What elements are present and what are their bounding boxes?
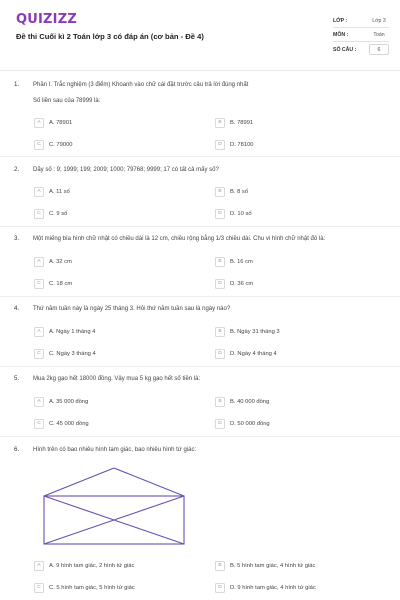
question-subtext: Số liền sau của 78999 là: — [33, 98, 101, 104]
option-text: C. 9 số — [49, 210, 68, 217]
option-text: A. 78901 — [49, 119, 73, 126]
option-letter: D — [215, 209, 225, 219]
option-text: C. Ngày 3 tháng 4 — [49, 350, 96, 357]
question-divider — [0, 296, 400, 297]
option-text: A. 35 000 đồng — [49, 398, 89, 405]
option-text: A. Ngày 1 tháng 4 — [49, 328, 96, 335]
meta-divider — [333, 41, 389, 42]
option-b[interactable] — [215, 117, 253, 128]
option-a[interactable] — [34, 560, 134, 571]
option-letter: D — [215, 349, 225, 359]
option-a[interactable] — [34, 396, 88, 407]
question-number: 5. — [14, 375, 20, 382]
option-d[interactable] — [215, 139, 254, 150]
option-c[interactable] — [34, 208, 67, 219]
option-letter: D — [215, 140, 225, 150]
meta-divider — [333, 27, 389, 28]
header — [0, 0, 400, 66]
option-letter: B — [215, 561, 225, 571]
option-text: D. Ngày 4 tháng 4 — [230, 350, 277, 357]
option-b[interactable] — [215, 560, 315, 571]
figure-roof-left — [44, 468, 114, 496]
option-d[interactable] — [215, 418, 270, 429]
option-text: D. 50 000 đồng — [230, 420, 270, 427]
option-text: D. 36 cm — [230, 280, 254, 287]
option-c[interactable] — [34, 582, 135, 593]
option-c[interactable] — [34, 348, 96, 359]
quizizz-logo: QUIZIZZ — [16, 12, 77, 27]
option-letter: D — [215, 583, 225, 593]
question-divider — [0, 436, 400, 437]
question-number: 3. — [14, 235, 20, 242]
option-d[interactable] — [215, 348, 277, 359]
question-text: Hình trên có bao nhiêu hình tam giác, bao nhiêu hình tứ giác: — [33, 447, 197, 453]
option-text: D. 10 số — [230, 210, 252, 217]
option-text: D. 78100 — [230, 141, 254, 148]
option-text: B. 40 000 đồng — [230, 398, 270, 405]
question-divider — [0, 226, 400, 227]
header-divider — [0, 70, 400, 71]
option-text: B. 78991 — [230, 119, 254, 126]
question-text: Dãy số : 9; 1999; 199; 2009; 1000; 79768; 9999; 17 có tất cả mấy số? — [33, 167, 219, 173]
option-letter: C — [34, 349, 44, 359]
question-number: 1. — [14, 81, 20, 88]
question-text: Một miếng bìa hình chữ nhật có chiều dài là 12 cm, chiều rộng bằng 1/3 chiều dài. Chu vi hình chữ nhật đó là: — [33, 236, 326, 242]
option-c[interactable] — [34, 278, 72, 289]
option-a[interactable] — [34, 256, 72, 267]
option-d[interactable] — [215, 278, 253, 289]
question-number: 6. — [14, 446, 20, 453]
option-text: C. 79000 — [49, 141, 73, 148]
option-text: A. 11 số — [49, 188, 70, 195]
option-letter: D — [215, 279, 225, 289]
option-a[interactable] — [34, 117, 72, 128]
option-letter: A — [34, 187, 44, 197]
option-letter: C — [34, 419, 44, 429]
option-letter: B — [215, 397, 225, 407]
option-a[interactable] — [34, 186, 70, 197]
option-b[interactable] — [215, 256, 253, 267]
question-divider — [0, 366, 400, 367]
option-b[interactable] — [215, 326, 280, 337]
option-letter: A — [34, 327, 44, 337]
option-letter: A — [34, 257, 44, 267]
meta-count-key: SỐ CÂU : — [333, 47, 357, 53]
option-text: B. 8 số — [230, 188, 249, 195]
question-text: Phần I. Trắc nghiệm (3 điểm) Khoanh vào chữ cái đặt trước câu trả lời đúng nhất — [33, 82, 249, 88]
option-letter: C — [34, 209, 44, 219]
question-divider — [0, 156, 400, 157]
option-letter: B — [215, 327, 225, 337]
option-text: D. 9 hình tam giác, 4 hình tứ giác — [230, 584, 316, 591]
option-d[interactable] — [215, 582, 316, 593]
option-letter: C — [34, 140, 44, 150]
option-letter: B — [215, 187, 225, 197]
option-letter: A — [34, 397, 44, 407]
question-text: Thứ năm tuần này là ngày 25 tháng 3. Hỏi thứ năm tuần sau là ngày nào? — [33, 306, 231, 312]
option-b[interactable] — [215, 396, 269, 407]
option-letter: B — [215, 257, 225, 267]
option-b[interactable] — [215, 186, 248, 197]
geometry-figure — [40, 466, 190, 548]
question-text: Mua 2kg gạo hết 18000 đồng. Vậy mua 5 kg gạo hết số tiền là: — [33, 376, 201, 382]
option-text: B. 5 hình tam giác, 4 hình tứ giác — [230, 562, 316, 569]
option-c[interactable] — [34, 139, 73, 150]
meta-subject-key: MÔN : — [333, 32, 349, 38]
option-letter: A — [34, 118, 44, 128]
option-letter: C — [34, 279, 44, 289]
meta-subject-value: Toán — [373, 32, 385, 38]
question-number: 4. — [14, 305, 20, 312]
meta-count-value: 6 — [377, 47, 381, 53]
meta-class-key: LỚP : — [333, 18, 348, 24]
option-letter: B — [215, 118, 225, 128]
figure-roof-right — [114, 468, 184, 496]
question-number: 2. — [14, 166, 20, 173]
option-letter: C — [34, 583, 44, 593]
option-d[interactable] — [215, 208, 252, 219]
option-c[interactable] — [34, 418, 89, 429]
option-letter: A — [34, 561, 44, 571]
page-title: Đề thi Cuối kì 2 Toán lớp 3 có đáp án (cơ bản - Đề 4) — [16, 32, 204, 41]
option-text: C. 5 hình tam giác, 5 hình tứ giác — [49, 584, 135, 591]
option-a[interactable] — [34, 326, 95, 337]
option-letter: D — [215, 419, 225, 429]
option-text: B. Ngày 31 tháng 3 — [230, 328, 280, 335]
meta-class-value: Lớp 3 — [372, 18, 386, 24]
option-text: C. 18 cm — [49, 280, 73, 287]
option-text: C. 45 000 đồng — [49, 420, 89, 427]
option-text: A. 32 cm — [49, 258, 72, 265]
option-text: A. 9 hình tam giác, 2 hình tứ giác — [49, 562, 135, 569]
option-text: B. 16 cm — [230, 258, 253, 265]
